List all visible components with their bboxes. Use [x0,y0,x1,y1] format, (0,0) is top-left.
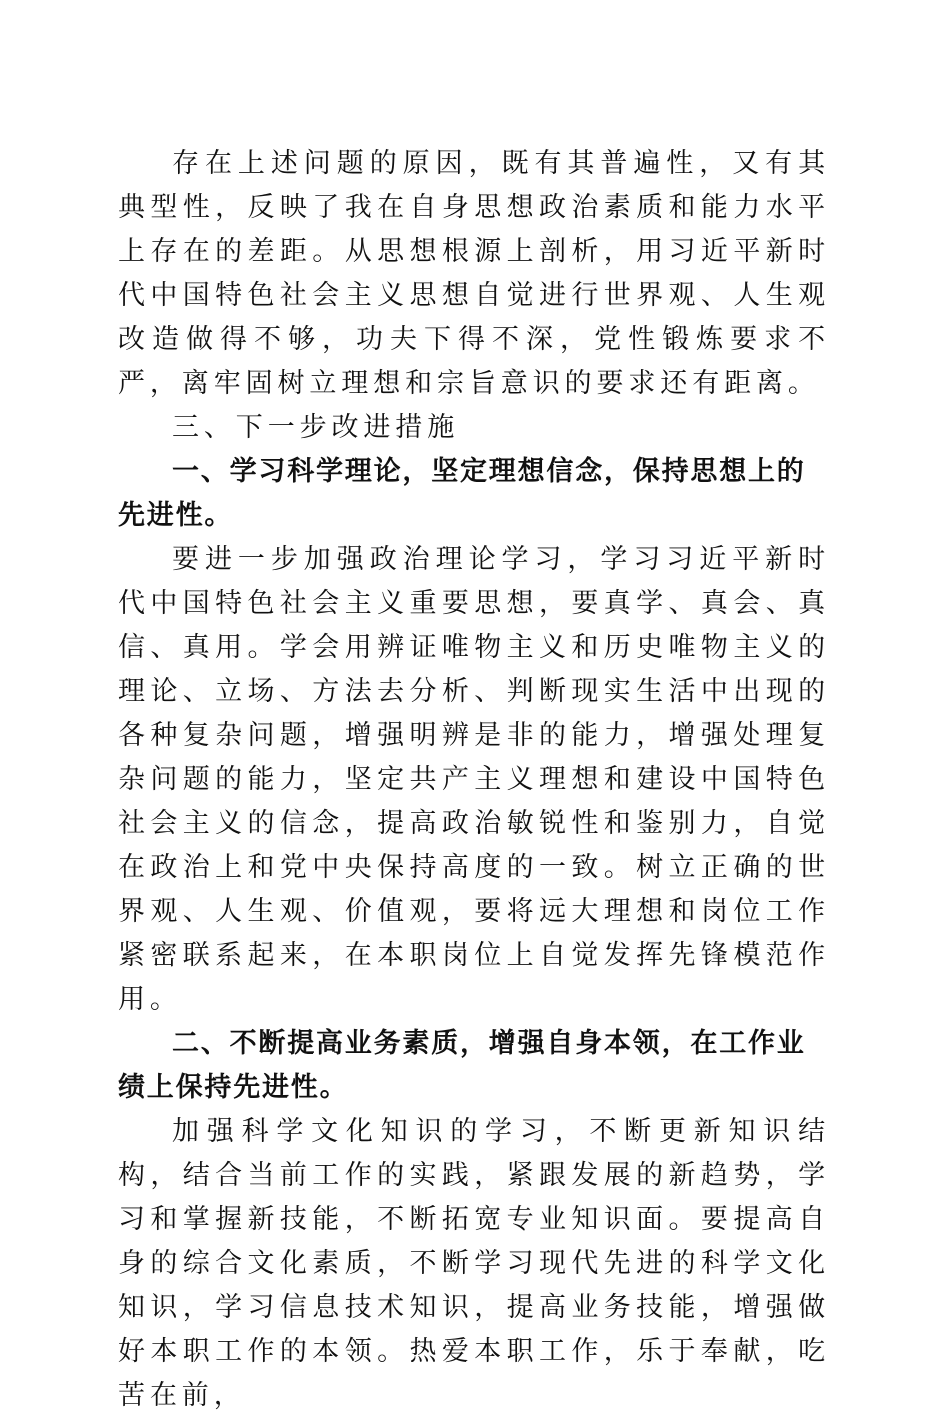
subheading-business-quality: 二、不断提高业务素质，增强自身本领，在工作业绩上保持先进性。 [118,1028,806,1103]
document-body [118,142,830,1418]
subheading-theory-study: 一、学习科学理论，坚定理想信念，保持思想上的先进性。 [118,456,806,531]
paragraph-root-cause: 存在上述问题的原因，既有其普遍性，又有其典型性，反映了我在自身思想政治素质和能力水平上存在的差距。从思想根源上剖析，用习近平新时代中国特色社会主义思想自觉进行世界观、人生观改造做得不够，功夫下得不深，党性锻炼要求不严，离牢固树立理想和宗旨意识的要求还有距离。 [118,148,830,399]
paragraph-theory-study: 要进一步加强政治理论学习，学习习近平新时代中国特色社会主义重要思想，要真学、真会、真信、真用。学会用辨证唯物主义和历史唯物主义的理论、立场、方法去分析、判断现实生活中出现的各种复杂问题，增强明辨是非的能力，增强处理复杂问题的能力，坚定共产主义理想和建设中国特色社会主义的信念，提高政治敏锐性和鉴别力，自觉在政治上和党中央保持高度的一致。树立正确的世界观、人生观、价值观，要将远大理想和岗位工作紧密联系起来，在本职岗位上自觉发挥先锋模范作用。 [118,544,830,1015]
paragraph-business-quality: 加强科学文化知识的学习，不断更新知识结构，结合当前工作的实践，紧跟发展的新趋势，学习和掌握新技能，不断拓宽专业知识面。要提高自身的综合文化素质，不断学习现代先进的科学文化知识，学习信息技术知识，提高业务技能，增强做好本职工作的本领。热爱本职工作，乐于奉献，吃苦在前， [118,1116,830,1411]
section-heading-next-steps: 三、下一步改进措施 [172,412,460,443]
